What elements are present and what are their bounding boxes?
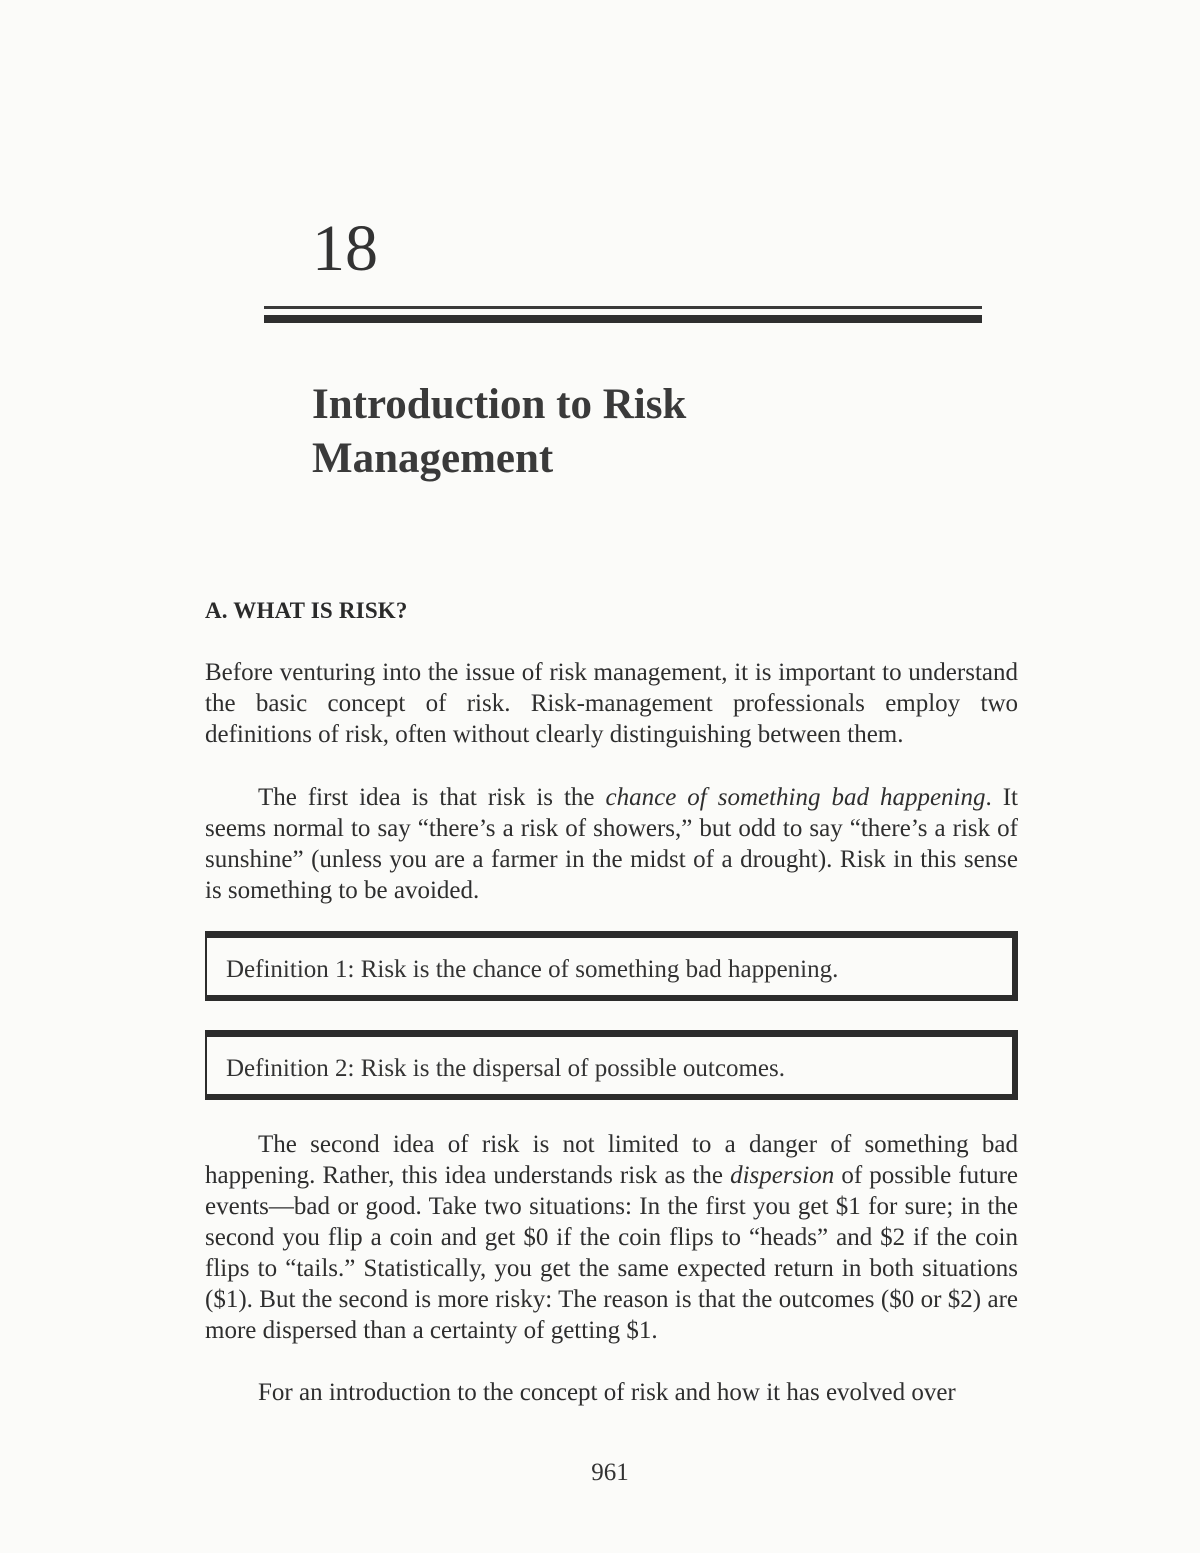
paragraph-second-idea-emphasis: dispersion (730, 1162, 835, 1189)
paragraph-second-idea-text-a: The second idea of risk is not limited to a danger of something bad happening. Rather, this idea understands risk as the (205, 1131, 1018, 1189)
definition-box-1 (205, 931, 1018, 1001)
paragraph-first-idea-emphasis: chance of something bad happening (605, 784, 986, 811)
definition-box-2 (205, 1030, 1018, 1100)
paragraph-first-idea-text-a: The first idea is that risk is the (258, 784, 606, 811)
paragraph-first-idea (205, 782, 1018, 906)
paragraph-second-idea-text-b: of possible future events—bad or good. Take two situations: In the first you get $1 for sure; in the second you flip a coin and get $0 if the coin flips to “heads” and $2 if the coin flips to “tails.” Statistically, you get the same expected return in both situations ($1). But the second is more risky: The reason is that the outcomes ($0 or $2) are more dispersed than a certainty of getting $1. (205, 1162, 1018, 1344)
definition-2-text: Definition 2: Risk is the dispersal of possible outcomes. (226, 1055, 785, 1082)
definition-1-text: Definition 1: Risk is the chance of something bad happening. (226, 956, 839, 983)
chapter-title: Introduction to Risk Management (312, 381, 687, 482)
section-heading: A. WHAT IS RISK? (205, 598, 408, 623)
chapter-rule-thin (264, 306, 982, 309)
page-number: 961 (591, 1459, 629, 1486)
paragraph-intro: Before venturing into the issue of risk management, it is important to understand the basic concept of risk. Risk-management professionals employ two definitions of risk, often without clearly distinguishing between them. (205, 659, 1018, 748)
paragraph-second-idea (205, 1129, 1018, 1346)
chapter-number: 18 (312, 212, 378, 285)
paragraph-continuation: For an introduction to the concept of risk and how it has evolved over (258, 1379, 956, 1406)
chapter-rule-thick (264, 315, 982, 323)
paragraph-first-idea-text-b: . It seems normal to say “there’s a risk of showers,” but odd to say “there’s a risk of sunshine” (unless you are a farmer in the midst of a drought). Risk in this sense is something to be avoided. (205, 784, 1019, 904)
